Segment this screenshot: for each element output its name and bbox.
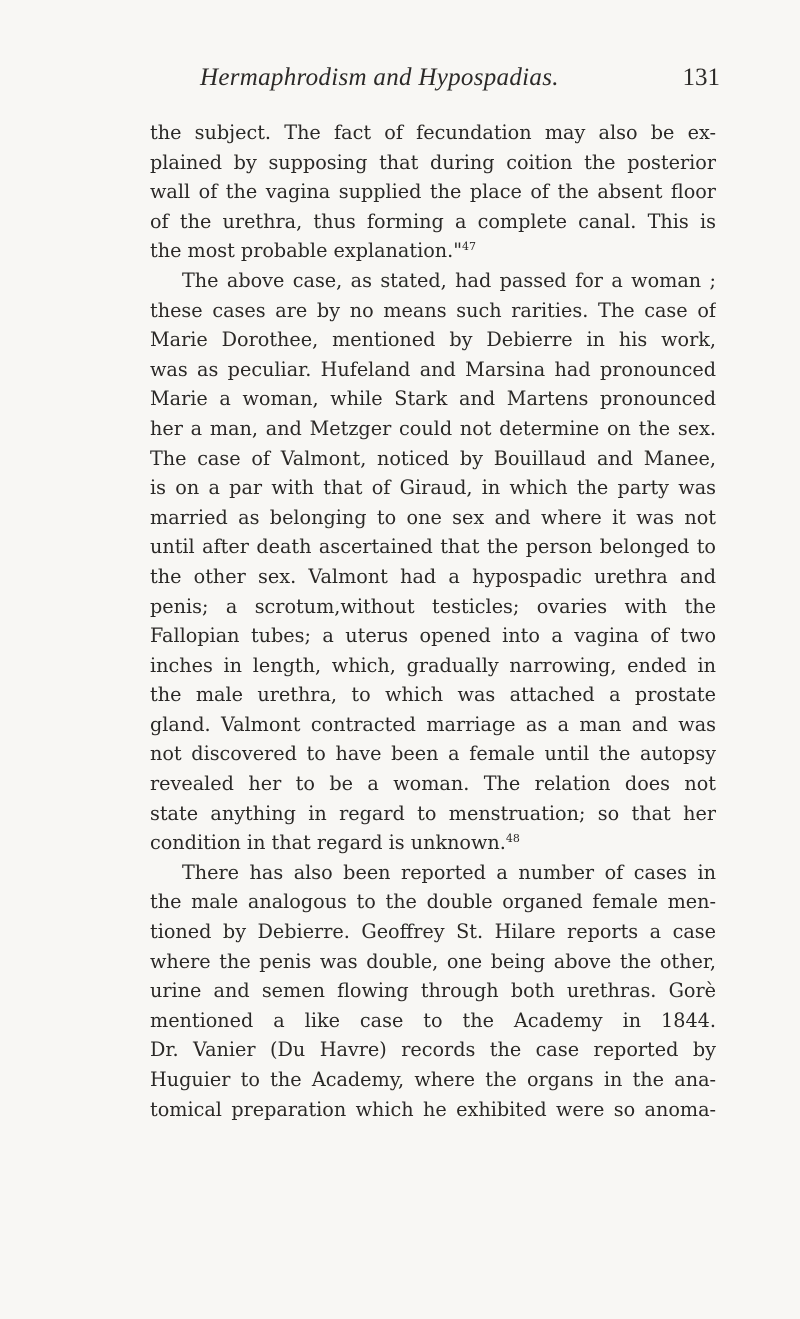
text-line: inches in length, which, gradually narrowing, ended in bbox=[150, 653, 716, 677]
text-line: mentioned a like case to the Academy in 1844. bbox=[150, 1008, 716, 1032]
page-number: 131 bbox=[682, 64, 720, 91]
text-line: the male urethra, to which was attached a prostate bbox=[150, 683, 716, 707]
text-line: not discovered to have been a female until the autopsy bbox=[150, 742, 716, 766]
text-line: the most probable explanation."$^{47}$ bbox=[150, 239, 477, 263]
text-line: of the urethra, thus forming a complete canal. This is bbox=[150, 209, 716, 233]
running-head: Hermaphrodism and Hypospadias. bbox=[200, 64, 559, 91]
text-line: wall of the vagina supplied the place of the absent floor bbox=[150, 180, 716, 204]
text-line: revealed her to be a woman. The relation does not bbox=[150, 772, 716, 796]
text-line: where the penis was double, one being above the other, bbox=[150, 949, 716, 973]
text-line: until after death ascertained that the person belonged to bbox=[150, 535, 716, 559]
text-line: these cases are by no means such rarities. The case of bbox=[150, 298, 716, 322]
text-line: penis; a scrotum,without testicles; ovaries with the bbox=[150, 594, 716, 618]
text-line: The case of Valmont, noticed by Bouillaud and Manee, bbox=[150, 446, 716, 470]
text-line: condition in that regard is unknown.$^{48}$ bbox=[150, 831, 520, 855]
text-line: Marie Dorothee, mentioned by Debierre in his work, bbox=[150, 328, 716, 352]
text-line: urine and semen flowing through both urethras. Gorè bbox=[150, 979, 716, 1003]
paragraph bbox=[150, 266, 716, 858]
text-line: The above case, as stated, had passed for a woman ; bbox=[182, 268, 716, 292]
text-line: Marie a woman, while Stark and Martens pronounced bbox=[150, 387, 716, 411]
text-line: the male analogous to the double organed female men- bbox=[150, 890, 716, 914]
text-line: tomical preparation which he exhibited were so anoma- bbox=[150, 1097, 716, 1121]
text-line: Huguier to the Academy, where the organs in the ana- bbox=[150, 1068, 716, 1091]
text-line: the subject. The fact of fecundation may also be ex- bbox=[150, 121, 716, 144]
footnote-ref: 47 bbox=[462, 240, 477, 254]
text-line: plained by supposing that during coition the posterior bbox=[150, 150, 716, 174]
text-line: tioned by Debierre. Geoffrey St. Hilare reports a case bbox=[150, 920, 716, 944]
paragraph bbox=[150, 858, 716, 1124]
text-line: is on a par with that of Giraud, in which the party was bbox=[150, 476, 716, 500]
text-line: Fallopian tubes; a uterus opened into a vagina of two bbox=[150, 624, 716, 648]
body-text bbox=[150, 118, 716, 1124]
text-line: her a man, and Metzger could not determine on the sex. bbox=[150, 416, 716, 440]
footnote-ref: 48 bbox=[505, 832, 520, 846]
text-line: was as peculiar. Hufeland and Marsina had pronounced bbox=[150, 357, 716, 381]
paragraph bbox=[150, 118, 716, 266]
text-line: There has also been reported a number of cases in bbox=[182, 860, 716, 884]
page-header bbox=[200, 64, 720, 104]
text-line: Dr. Vanier (Du Havre) records the case reported by bbox=[150, 1038, 716, 1062]
text-line: state anything in regard to menstruation; so that her bbox=[150, 801, 716, 825]
text-line: married as belonging to one sex and where it was not bbox=[150, 505, 716, 529]
text-line: gland. Valmont contracted marriage as a man and was bbox=[150, 712, 716, 736]
text-line: the other sex. Valmont had a hypospadic urethra and bbox=[150, 564, 716, 588]
